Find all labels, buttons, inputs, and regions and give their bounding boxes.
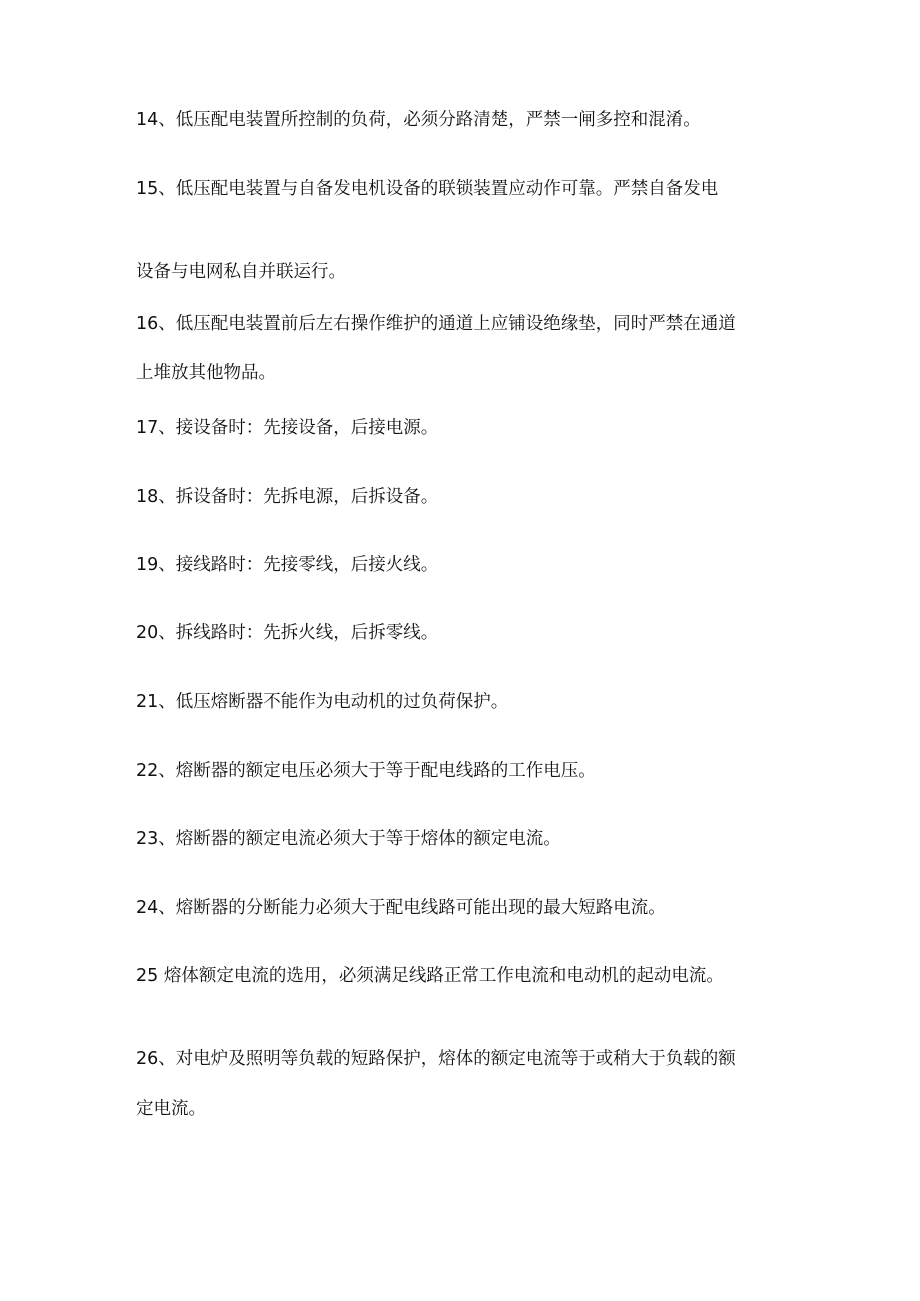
rule-14: 14、低压配电装置所控制的负荷，必须分路清楚，严禁一闸多控和混淆。 <box>136 110 701 130</box>
rule-21: 21、低压熔断器不能作为电动机的过负荷保护。 <box>136 692 509 712</box>
rule-22: 22、熔断器的额定电压必须大于等于配电线路的工作电压。 <box>136 761 596 781</box>
rule-26-continued: 定电流。 <box>136 1099 206 1119</box>
rule-25: 25 熔体额定电流的选用，必须满足线路正常工作电流和电动机的起动电流。 <box>136 966 724 986</box>
rule-15: 15、低压配电装置与自备发电机设备的联锁装置应动作可靠。严禁自备发电 <box>136 179 719 199</box>
rule-16: 16、低压配电装置前后左右操作维护的通道上应铺设绝缘垫，同时严禁在通道 <box>136 314 736 334</box>
rule-19: 19、接线路时：先接零线，后接火线。 <box>136 555 439 575</box>
rule-24: 24、熔断器的分断能力必须大于配电线路可能出现的最大短路电流。 <box>136 898 666 918</box>
rule-15-continued: 设备与电网私自并联运行。 <box>136 262 346 282</box>
rule-20: 20、拆线路时：先拆火线，后拆零线。 <box>136 623 439 643</box>
rule-16-continued: 上堆放其他物品。 <box>136 363 276 383</box>
rule-18: 18、拆设备时：先拆电源，后拆设备。 <box>136 487 439 507</box>
rule-26: 26、对电炉及照明等负载的短路保护，熔体的额定电流等于或稍大于负载的额 <box>136 1049 736 1069</box>
rule-17: 17、接设备时：先接设备，后接电源。 <box>136 418 439 438</box>
rule-23: 23、熔断器的额定电流必须大于等于熔体的额定电流。 <box>136 829 561 849</box>
